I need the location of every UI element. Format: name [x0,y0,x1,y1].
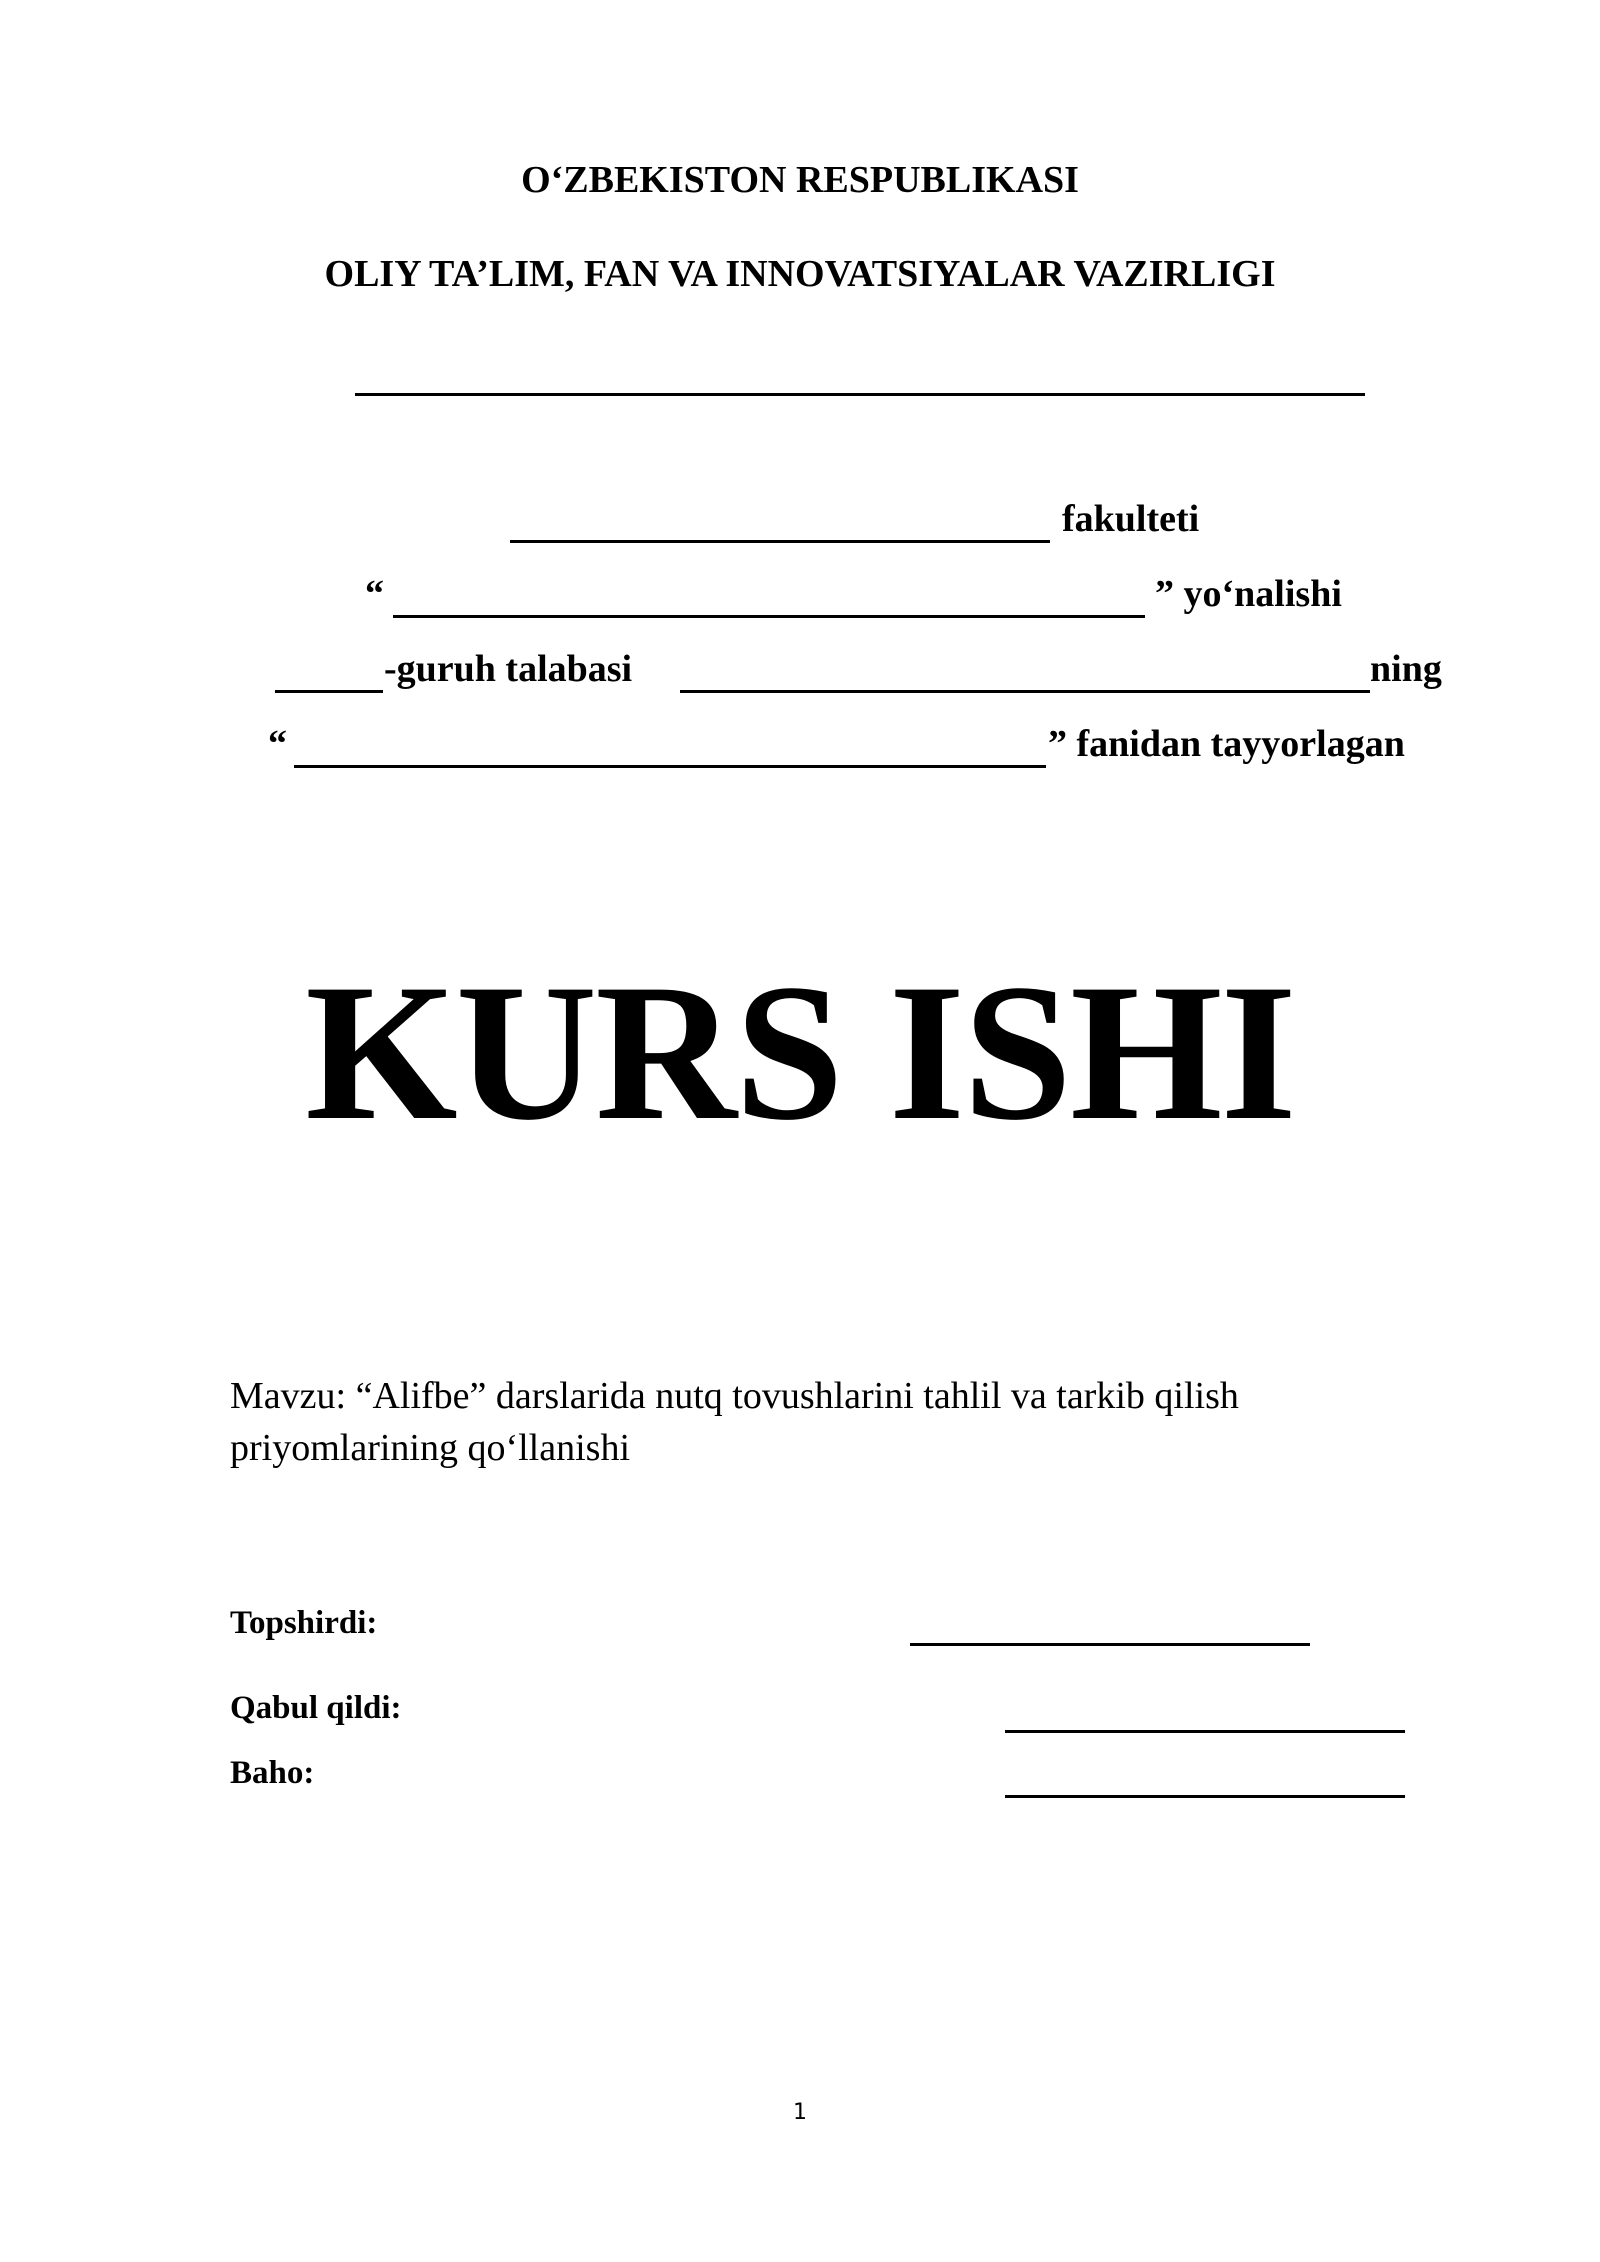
institution-blank-line [355,393,1365,396]
submitted-label: Topshirdi: [230,1605,378,1641]
direction-blank-line [393,615,1145,618]
page-number: 1 [793,2100,807,2125]
group-label: -guruh talabasi [384,648,633,690]
direction-open-quote: “ [365,573,384,615]
faculty-label: fakulteti [1062,498,1200,540]
submitted-blank-line [910,1643,1310,1646]
header-country: O‘ZBEKISTON RESPUBLIKASI [521,159,1079,201]
subject-open-quote: “ [268,723,287,765]
accepted-label: Qabul qildi: [230,1690,402,1726]
group-blank-line [275,690,383,693]
student-suffix: ning [1370,648,1442,690]
faculty-blank-line [510,540,1050,543]
student-blank-line [680,690,1370,693]
grade-label: Baho: [230,1755,315,1791]
document-title: KURS ISHI [305,944,1295,1161]
subject-blank-line [294,765,1046,768]
subject-label: ” fanidan tayyorlagan [1048,723,1405,765]
topic-text: Mavzu: “Alifbe” darslarida nutq tovushlarini tahlil va tarkib qilish priyomlarining qo‘llanishi [230,1375,1239,1469]
direction-label: ” yo‘nalishi [1155,573,1342,615]
grade-blank-line [1005,1795,1405,1798]
accepted-blank-line [1005,1730,1405,1733]
header-ministry: OLIY TA’LIM, FAN VA INNOVATSIYALAR VAZIRLIGI [324,253,1276,295]
